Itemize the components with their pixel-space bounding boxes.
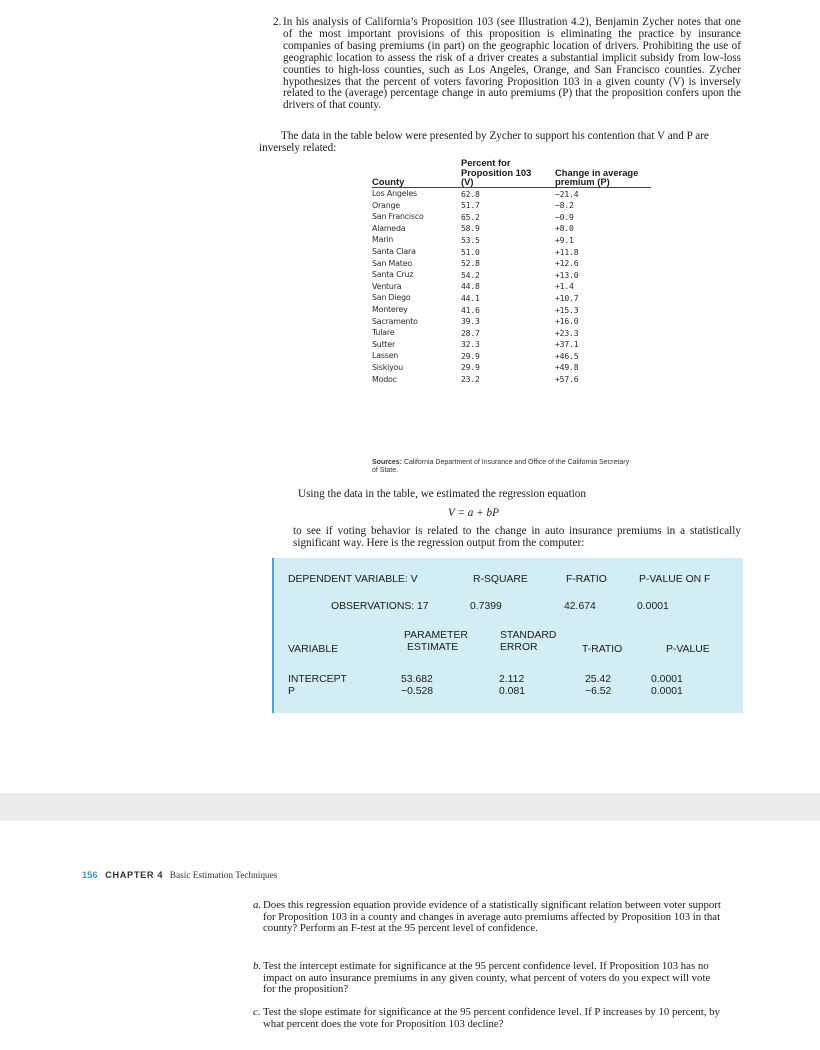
output-fratio-value: 42.674	[564, 601, 596, 612]
page-separator	[0, 793, 820, 821]
table-row	[372, 257, 651, 269]
table-row	[372, 199, 651, 211]
col-parameter-line1: PARAMETER	[404, 630, 468, 641]
col-variable: VARIABLE	[288, 644, 339, 655]
row-p: +15.3	[555, 304, 579, 315]
row-county: Orange	[372, 200, 400, 210]
question-b-text: Test the intercept estimate for significance at the 95 percent confidence level. If Proposition 103 has no impact on auto insurance premiums in any given county, what percent of voters do you expect will vote for the proposition?	[263, 960, 711, 996]
row-v: 51.0	[461, 246, 480, 257]
row-county: Siskiyou	[372, 362, 403, 372]
table-row	[372, 315, 651, 327]
question-a-label: a.	[253, 899, 262, 911]
row-p: +23.3	[555, 327, 579, 338]
row-intercept-stderr: 2.112	[499, 674, 525, 685]
table-row	[372, 281, 651, 293]
regression-equation: V = a + bP	[448, 507, 499, 519]
output-observations: OBSERVATIONS: 17	[331, 601, 429, 612]
header-v: Percent for Proposition 103 (V)	[461, 158, 555, 187]
row-v: 54.2	[461, 269, 480, 280]
row-p: −21.4	[555, 188, 579, 199]
table-row	[372, 304, 651, 316]
row-county: Monterey	[372, 305, 408, 315]
table-row	[372, 292, 651, 304]
row-p-tratio: −6.52	[585, 686, 612, 697]
question-a	[253, 900, 723, 935]
row-county: Santa Clara	[372, 247, 416, 257]
row-v: 29.9	[461, 350, 480, 361]
row-v: 51.7	[461, 200, 480, 211]
table-intro: The data in the table below were presented by Zycher to support his contention that V and P are inversely related:	[259, 130, 709, 154]
table-row	[372, 362, 651, 374]
col-stderr-line1: STANDARD	[500, 630, 557, 641]
row-intercept-pvalue: 0.0001	[651, 674, 683, 685]
row-p: +8.0	[555, 223, 574, 234]
row-p: +46.5	[555, 350, 579, 361]
row-v: 52.8	[461, 258, 480, 269]
row-intercept-estimate: 53.682	[401, 674, 433, 685]
row-p: −8.2	[555, 200, 574, 211]
row-county: San Diego	[372, 293, 411, 303]
row-v: 53.5	[461, 234, 480, 245]
row-p-estimate: −0.528	[401, 686, 434, 697]
county-data-table	[372, 158, 651, 385]
table-row	[372, 223, 651, 235]
row-county: Los Angeles	[372, 189, 417, 199]
table-row	[372, 339, 651, 351]
row-p: +12.6	[555, 258, 579, 269]
table-row	[372, 350, 651, 362]
page-number: 156	[82, 870, 98, 880]
row-county: Sutter	[372, 339, 396, 349]
row-county: Sacramento	[372, 316, 418, 326]
row-v: 23.2	[461, 374, 480, 385]
row-county: San Mateo	[372, 258, 412, 268]
table-row	[372, 211, 651, 223]
table-row	[372, 234, 651, 246]
col-stderr-line2: ERROR	[500, 642, 538, 653]
output-dependent-variable: DEPENDENT VARIABLE: V	[288, 574, 418, 585]
problem-body: In his analysis of California’s Proposition 103 (see Illustration 4.2), Benjamin Zycher notes that one of the most important provisions of this proposition is eliminating the practice by insurance companies of basing premiums (in part) on the geographic location of drivers. Prohibiting the use of geographic location to assess the risk of a driver creates a substantial implicit subsidy from low-loss counties to high-loss counties, such as Los Angeles, Orange, and San Francisco counties. Zycher hypothesizes that the percent of voters favoring Proposition 103 in a given county (V) is inversely related to the (average) percentage change in auto premiums (P) that the proposition confers upon the drivers of that county.	[283, 16, 741, 112]
table-sources	[372, 459, 632, 475]
textbook-page-bottom	[0, 821, 820, 1050]
running-header	[82, 870, 277, 881]
row-county: Alameda	[372, 223, 406, 233]
table-row	[372, 327, 651, 339]
row-county: Tulare	[372, 328, 395, 338]
after-equation-text: to see if voting behavior is related to the change in auto insurance premiums in a statistically significant way. Here is the regression output from the computer:	[293, 525, 741, 549]
row-intercept-tratio: 25.42	[585, 674, 612, 685]
row-county: Marin	[372, 235, 394, 245]
row-p: −0.9	[555, 211, 574, 222]
row-v: 65.2	[461, 211, 480, 222]
row-p: +9.1	[555, 234, 574, 245]
question-b	[253, 961, 723, 996]
output-pvalue-f-value: 0.0001	[637, 601, 669, 612]
row-county: San Francisco	[372, 212, 424, 222]
output-pvalue-f-label: P-VALUE ON F	[639, 574, 711, 585]
sources-text: California Department of Insurance and Office of the California Secretary of State.	[372, 459, 630, 474]
table-row	[372, 246, 651, 258]
chapter-title: Basic Estimation Techniques	[169, 871, 278, 881]
problem-number: 2.	[273, 16, 282, 28]
row-p: +11.8	[555, 246, 579, 257]
table-row	[372, 373, 651, 385]
row-p-variable: P	[288, 686, 295, 697]
output-rsquare-label: R-SQUARE	[473, 574, 528, 585]
row-v: 62.8	[461, 188, 480, 199]
row-v: 32.3	[461, 339, 480, 350]
output-rsquare-value: 0.7399	[470, 601, 502, 612]
question-c-label: c.	[253, 1006, 261, 1018]
row-v: 44.1	[461, 292, 480, 303]
row-p: +49.8	[555, 362, 579, 373]
col-tratio: T-RATIO	[582, 644, 623, 655]
row-p: +10.7	[555, 292, 579, 303]
row-p: +13.0	[555, 269, 579, 280]
row-v: 58.9	[461, 223, 480, 234]
question-c	[253, 1007, 723, 1030]
table-row	[372, 269, 651, 281]
row-v: 44.8	[461, 281, 480, 292]
col-parameter-line2: ESTIMATE	[407, 642, 459, 653]
row-p: +37.1	[555, 339, 579, 350]
sources-label: Sources:	[372, 459, 402, 466]
header-county: County	[372, 158, 461, 187]
row-county: Santa Cruz	[372, 270, 414, 280]
chapter-label: CHAPTER 4	[105, 870, 164, 880]
question-a-text: Does this regression equation provide evidence of a statistically significant relation between voter support for Proposition 103 in a county and changes in average auto premiums affected by Proposition 103 in that county? Perform an F-test at the 95 percent level of confidence.	[263, 899, 721, 935]
row-v: 39.3	[461, 316, 480, 327]
question-c-text: Test the slope estimate for significance at the 95 percent confidence level. If P increases by 10 percent, by what percent does the vote for Proposition 103 decline?	[263, 1006, 720, 1030]
row-p-pvalue: 0.0001	[651, 686, 683, 697]
problem-2-text	[273, 17, 741, 112]
header-p: Change in average premium (P)	[555, 158, 651, 187]
using-text: Using the data in the table, we estimated the regression equation	[298, 488, 586, 500]
row-v: 41.6	[461, 304, 480, 315]
row-p: +57.6	[555, 374, 579, 385]
row-county: Lassen	[372, 351, 399, 361]
row-v: 29.9	[461, 362, 480, 373]
row-p: +16.0	[555, 316, 579, 327]
question-b-label: b.	[253, 960, 262, 972]
table-row	[372, 187, 651, 199]
row-county: Modoc	[372, 374, 397, 384]
row-p-stderr: 0.081	[499, 686, 526, 697]
row-p: +1.4	[555, 281, 574, 292]
col-pvalue: P-VALUE	[666, 644, 710, 655]
regression-output-box	[272, 558, 743, 713]
output-fratio-label: F-RATIO	[566, 574, 607, 585]
row-intercept-variable: INTERCEPT	[288, 674, 347, 685]
row-county: Ventura	[372, 281, 402, 291]
row-v: 28.7	[461, 327, 480, 338]
